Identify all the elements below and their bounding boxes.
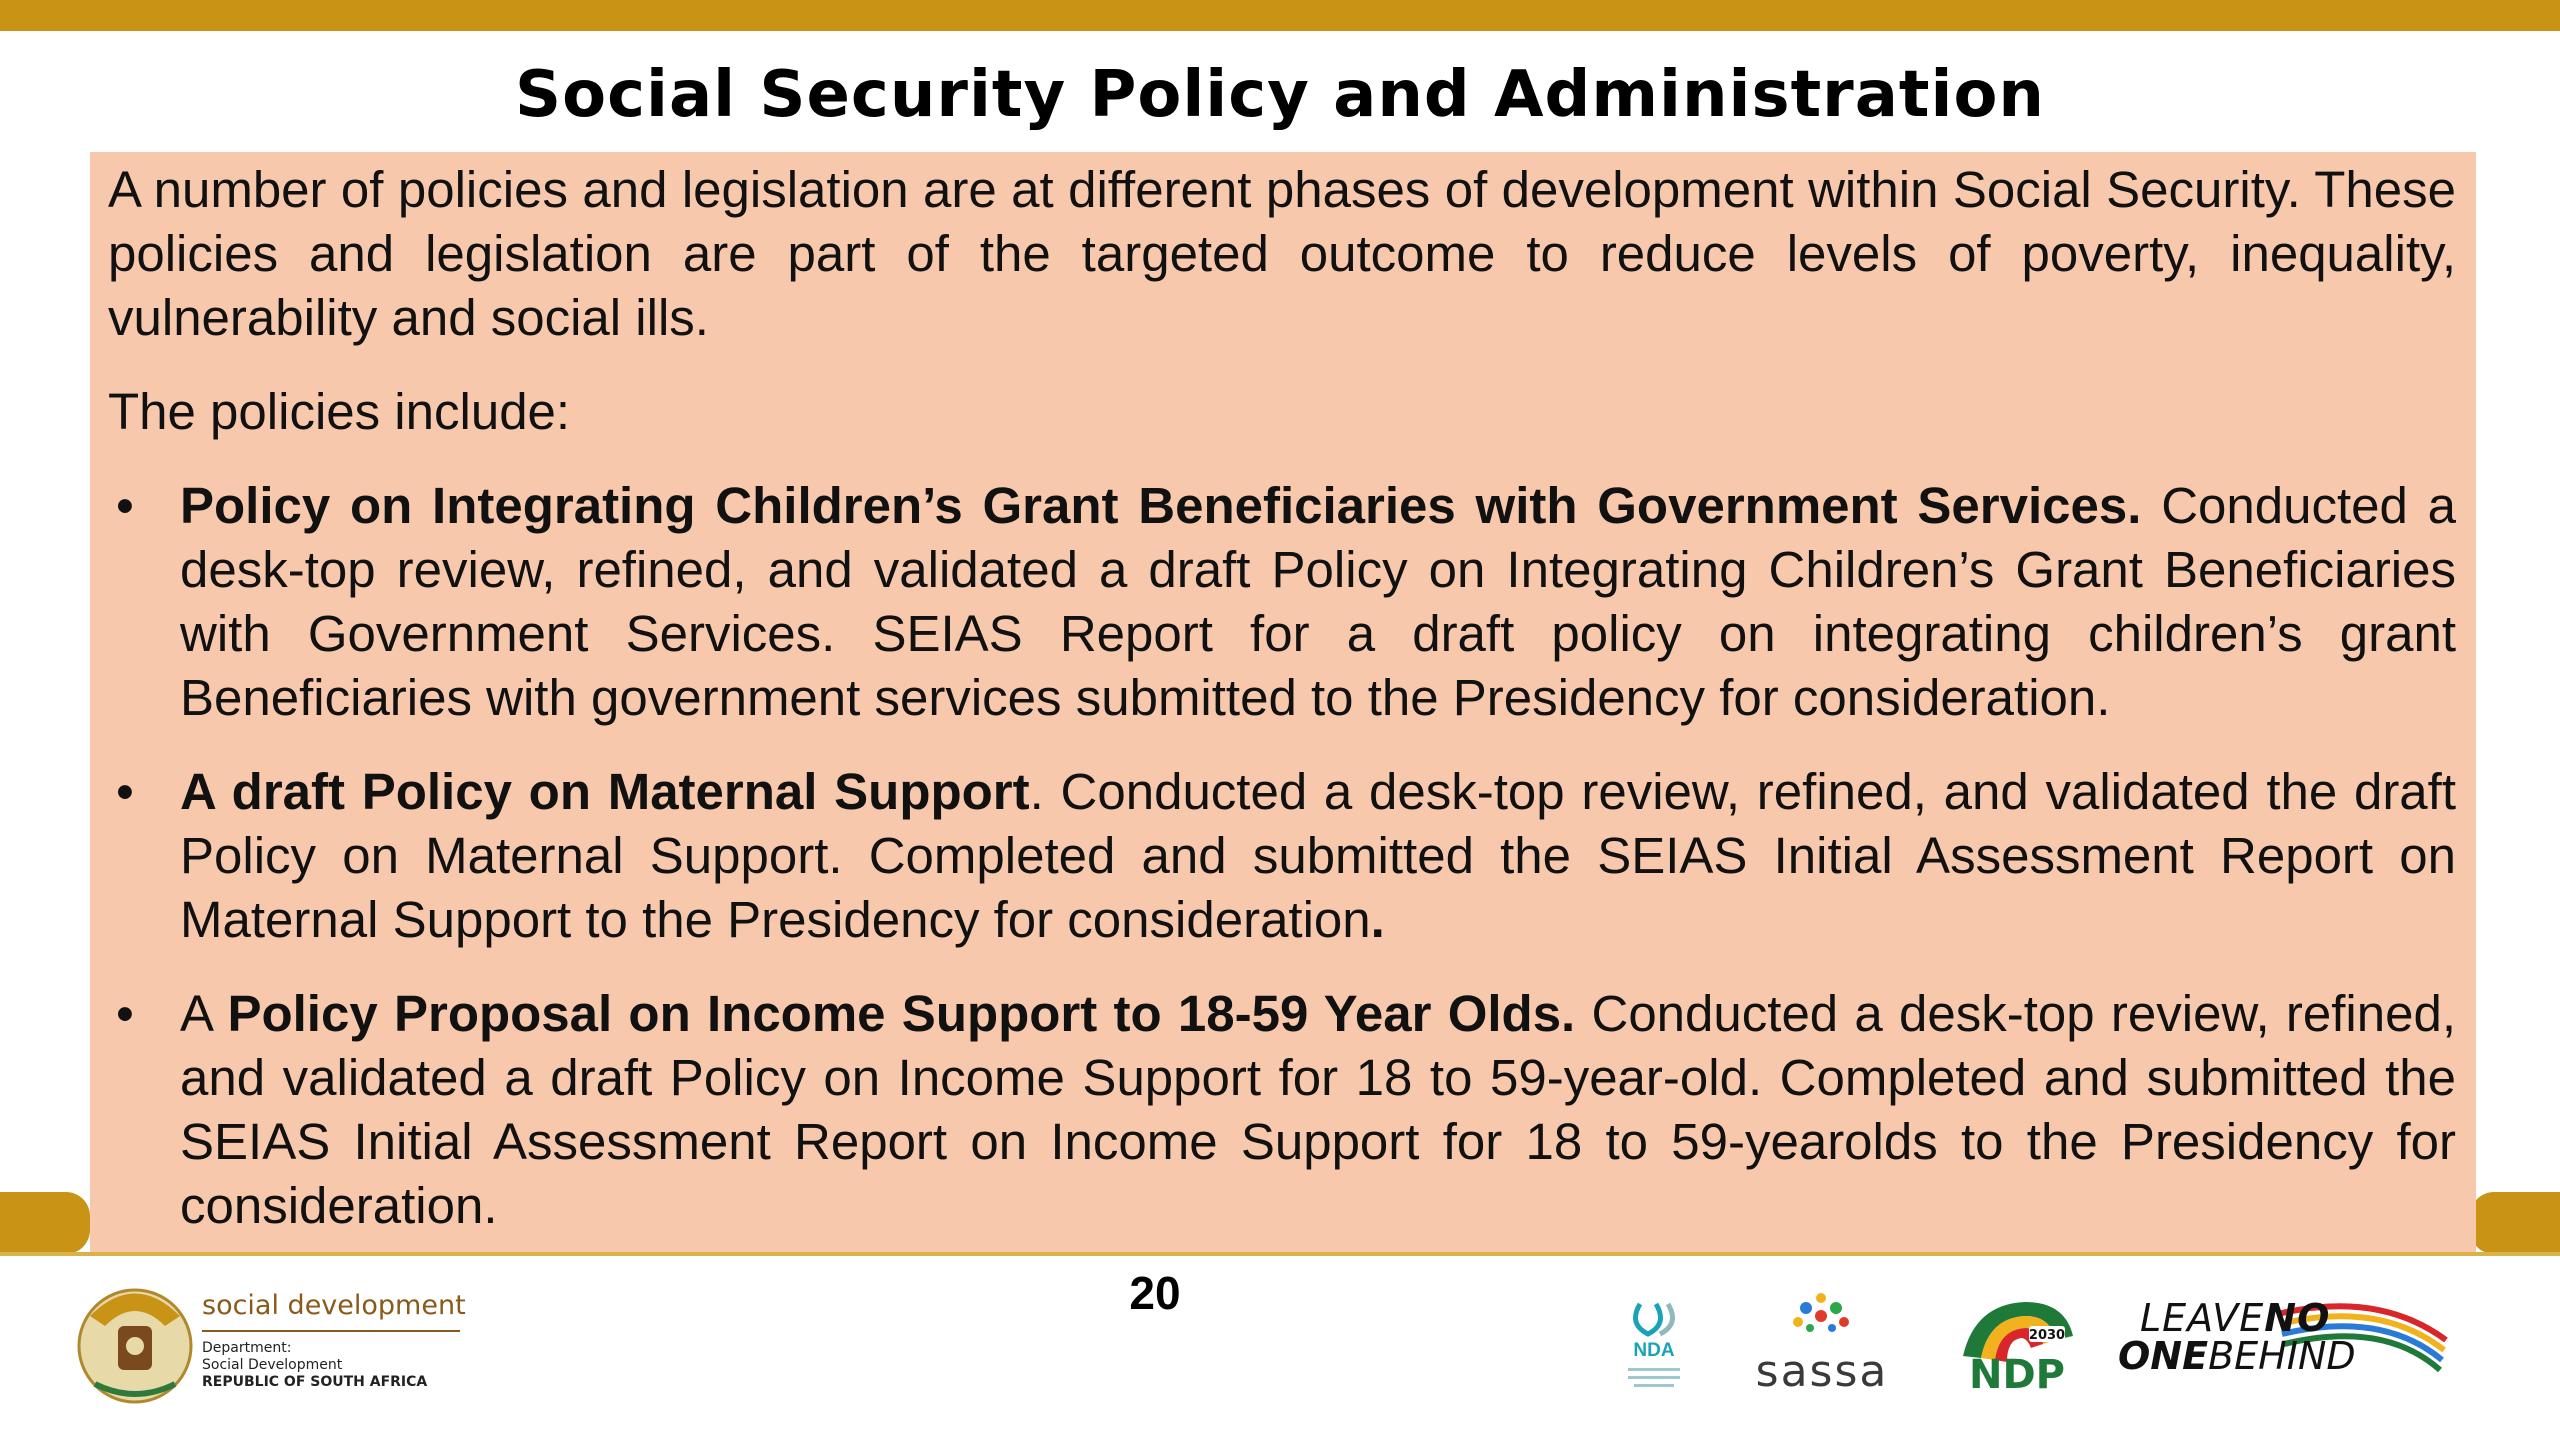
ndp-year: 2030 [2028, 1328, 2066, 1343]
department-line-2: Social Development [202, 1357, 343, 1373]
bullet-bold-heading: Policy on Integrating Children’s Grant Beneficiaries with Government Services. [180, 477, 2142, 534]
bullet-bold-heading: A draft Policy on Maternal Support [180, 763, 1030, 820]
footer-divider [0, 1252, 2560, 1256]
slide-title: Social Security Policy and Administration [515, 58, 2045, 132]
coat-of-arms-icon [70, 1276, 200, 1408]
department-line-3: REPUBLIC OF SOUTH AFRICA [202, 1374, 428, 1390]
left-accent-tab [0, 1192, 90, 1254]
bullet-icon: • [116, 763, 134, 820]
bullet-body: Conducted a desk-top review, refined, and validated a draft Policy on Income Support for 18 to 59-year-old. Completed and submitted the SEIAS Initial Assessment Report on Income Support for 18 to 59-yearolds to the Presidency for consideration. [180, 985, 2456, 1234]
list-item [108, 982, 2456, 1238]
intro-paragraph: A number of policies and legislation are at different phases of development within Social Security. These policies and legislation are part of the targeted outcome to reduce levels of poverty, inequality, vulnerability and social ills. [108, 161, 2456, 346]
sassa-logo-icon [1776, 1290, 1866, 1354]
nda-label: NDA [1633, 1340, 1675, 1361]
list-item [108, 760, 2456, 952]
ndp-label: NDP [1969, 1352, 2065, 1392]
department-name: social development [202, 1290, 466, 1321]
lnb-leave: LEAVE [2140, 1296, 2265, 1340]
bullet-suffix: . [1370, 891, 1385, 948]
sassa-label: sassa [1755, 1346, 1889, 1397]
content-panel [90, 152, 2476, 1252]
lnb-no: NO [2264, 1296, 2331, 1340]
bullet-prefix: A [180, 985, 228, 1042]
bullet-body: Conducted a desk-top review, refined, and validated a draft Policy on Integrating Children’s Grant Beneficiaries with Government Services. SEIAS Report for a draft policy on integrating children’s grant Beneficiaries with government services submitted to the Presidency for consideration. [180, 477, 2456, 726]
department-line-1: Department: [202, 1340, 292, 1356]
lnb-behind: BEHIND [2208, 1334, 2356, 1378]
lead-in-text: The policies include: [108, 383, 571, 440]
lnb-one: ONE [2118, 1334, 2209, 1378]
page-number: 20 [1129, 1267, 1181, 1319]
bullet-icon: • [116, 985, 134, 1042]
top-accent-bar [0, 0, 2560, 31]
right-accent-tab [2470, 1192, 2560, 1254]
lnb-line-2 [2118, 1334, 2356, 1378]
list-item [108, 474, 2456, 730]
department-subtitle [202, 1340, 427, 1391]
policy-list [108, 474, 2456, 1238]
department-rule [202, 1330, 460, 1332]
bullet-bold-heading: Policy Proposal on Income Support to 18-59 Year Olds. [227, 985, 1576, 1042]
bullet-icon: • [116, 477, 134, 534]
ndp-2030-logo-icon [1955, 1296, 2079, 1392]
bullet-body: . Conducted a desk-top review, refined, and validated the draft Policy on Maternal Support. Completed and submitted the SEIAS Initial Assessment Report on Maternal Support to the Presidency for consideration [180, 763, 2456, 948]
